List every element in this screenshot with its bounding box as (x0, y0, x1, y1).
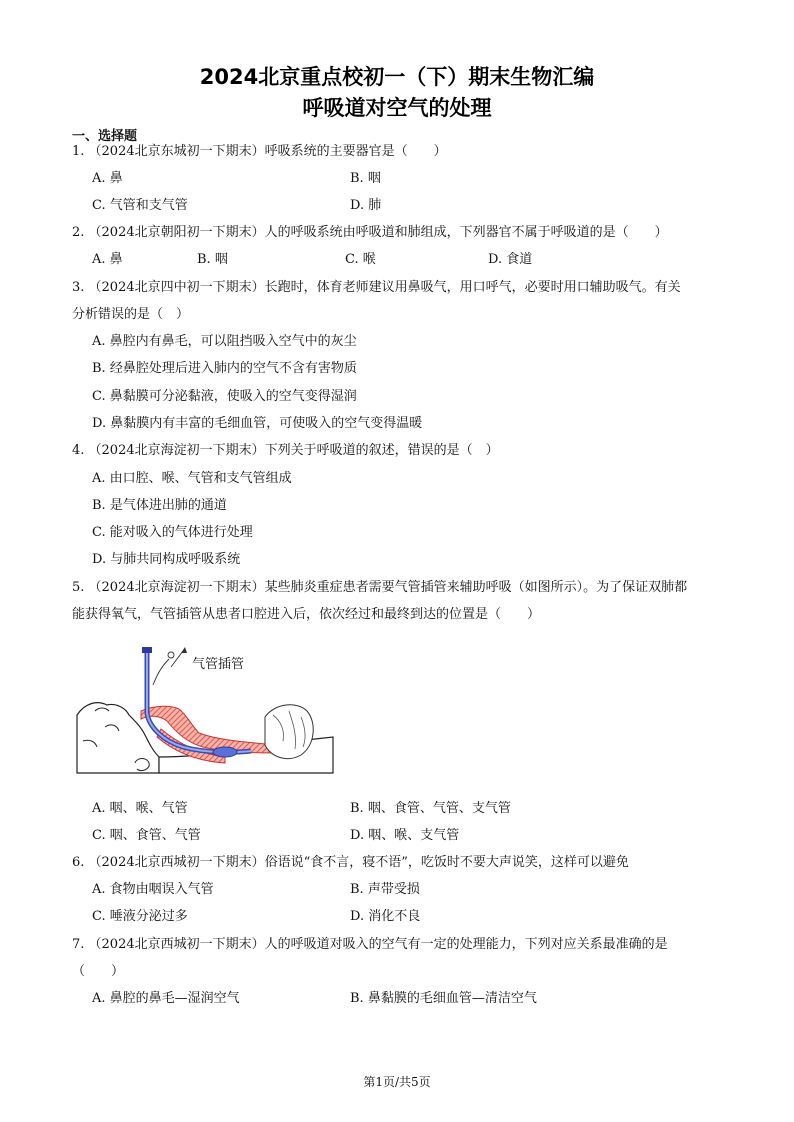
question-5-stem-line2: 能获得氧气，气管插管从患者口腔进入后，依次经过和最终到达的位置是（ ） (72, 607, 541, 622)
question-7-option-a: A. 鼻腔的鼻毛—湿润空气 (92, 991, 240, 1006)
question-4-option-c: C. 能对吸入的气体进行处理 (92, 525, 253, 540)
question-7-stem-line2: （ ） (72, 964, 125, 979)
question-5-option-d: D. 咽、喉、支气管 (350, 828, 460, 843)
question-7-option-b: B. 鼻黏膜的毛细血管—清洁空气 (350, 991, 537, 1006)
question-6-option-a: A. 食物由咽误入气管 (92, 882, 214, 897)
page-footer: 第1页/共5页 (363, 1075, 431, 1089)
question-6-option-d: D. 消化不良 (350, 909, 421, 924)
question-7-stem-line1: 7. （2024北京西城初一下期末）人的呼吸道对吸入的空气有一定的处理能力，下列对应关系最准确的是 (72, 937, 668, 952)
question-6-option-c: C. 唾液分泌过多 (92, 909, 188, 924)
section-heading: 一、选择题 (72, 129, 138, 144)
figure-label-tube: 气管插管 (192, 657, 245, 672)
question-1-stem: 1. （2024北京东城初一下期末）呼吸系统的主要器官是（ ） (72, 144, 447, 159)
question-5-option-a: A. 咽、喉、气管 (92, 801, 188, 816)
question-5-stem-line1: 5. （2024北京海淀初一下期末）某些肺炎重症患者需要气管插管来辅助呼吸（如图所示）。为了保证双肺都 (72, 580, 688, 595)
question-2-option-b: B. 咽 (197, 252, 228, 267)
question-2-stem: 2. （2024北京朝阳初一下期末）人的呼吸系统由呼吸道和肺组成，下列器官不属于呼吸道的是（ ） (72, 225, 668, 240)
question-4-stem: 4. （2024北京海淀初一下期末）下列关于呼吸道的叙述，错误的是（ ） (72, 443, 499, 458)
question-1-option-b: B. 咽 (350, 171, 381, 186)
question-6-stem: 6. （2024北京西城初一下期末）俗语说“食不言，寝不语”，吃饭时不要大声说笑，这样可以避免 (72, 855, 629, 870)
question-3-option-b: B. 经鼻腔处理后进入肺内的空气不含有害物质 (92, 361, 357, 376)
question-2-option-d: D. 食道 (488, 252, 533, 267)
question-2-option-c: C. 喉 (345, 252, 376, 267)
question-4-option-b: B. 是气体进出肺的通道 (92, 498, 227, 513)
question-3-option-c: C. 鼻黏膜可分泌黏液，使吸入的空气变得湿润 (92, 389, 357, 404)
question-2-option-a: A. 鼻 (92, 252, 123, 267)
question-1-option-a: A. 鼻 (92, 171, 123, 186)
question-5-option-c: C. 咽、食管、气管 (92, 828, 201, 843)
question-4-option-d: D. 与肺共同构成呼吸系统 (92, 552, 241, 567)
question-3-stem-line1: 3. （2024北京四中初一下期末）长跑时，体育老师建议用鼻吸气，用口呼气，必要时用口辅助吸气。有关 (72, 280, 681, 295)
question-4-option-a: A. 由口腔、喉、气管和支气管组成 (92, 471, 292, 486)
question-3-option-d: D. 鼻黏膜内有丰富的毛细血管，可使吸入的空气变得温暖 (92, 416, 423, 431)
question-6-option-b: B. 声带受损 (350, 882, 420, 897)
question-1-option-c: C. 气管和支气管 (92, 198, 188, 213)
question-1-option-d: D. 肺 (350, 198, 382, 213)
page-title: 2024北京重点校初一（下）期末生物汇编 (199, 65, 595, 89)
page-subtitle: 呼吸道对空气的处理 (302, 96, 492, 120)
question-5-option-b: B. 咽、食管、气管、支气管 (350, 801, 511, 816)
question-3-option-a: A. 鼻腔内有鼻毛，可以阻挡吸入空气中的灰尘 (92, 334, 357, 349)
question-3-stem-line2: 分析错误的是（ ） (72, 307, 190, 322)
